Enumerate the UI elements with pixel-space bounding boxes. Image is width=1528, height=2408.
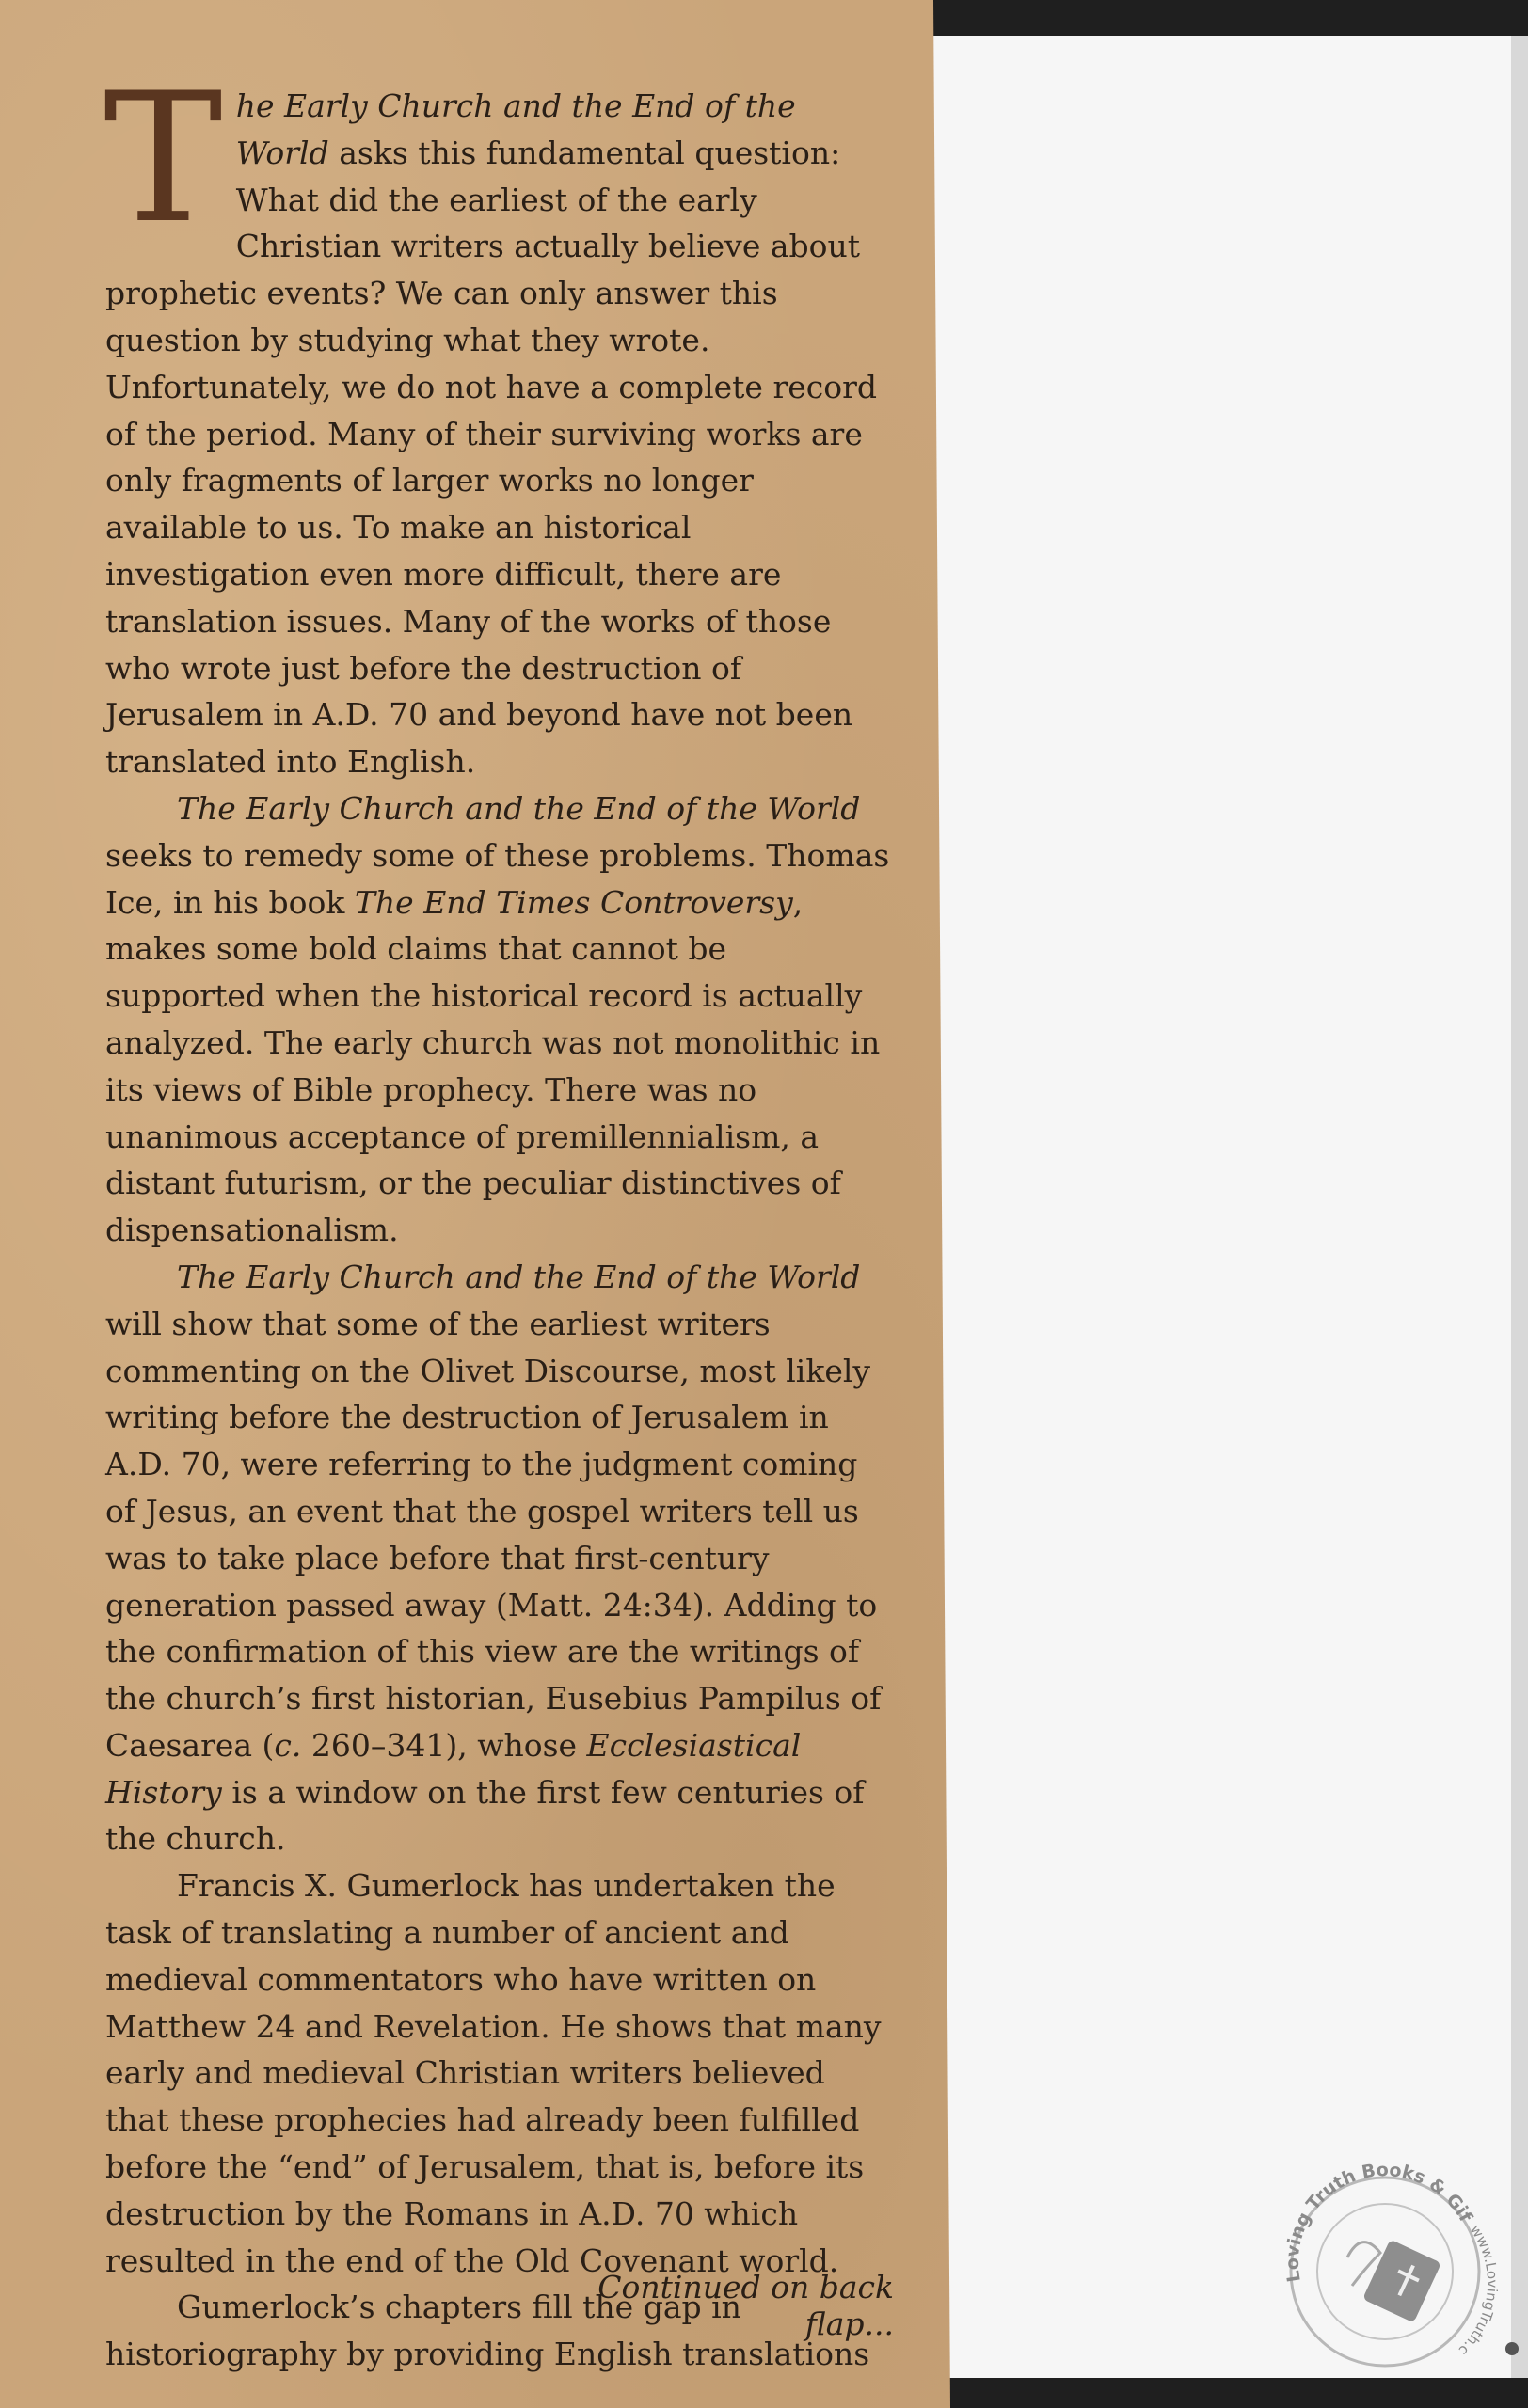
blank-page	[931, 36, 1528, 2378]
continued-note: Continued on back flap...	[597, 2269, 894, 2342]
stamp-icon	[1272, 2154, 1498, 2380]
paragraph-1	[103, 55, 896, 785]
era-abbrev: A.D.	[312, 696, 379, 734]
book-title: The Early Church and the End of the World	[177, 1258, 861, 1295]
paragraph-text: will show that some of the earliest writers commenting on the Olivet Discourse, most likely writing before the destruction of Jerusalem in	[105, 1305, 871, 1436]
circa-abbrev: c.	[274, 1726, 302, 1764]
stamp-top-text: Loving Truth Books & Gif	[1281, 2159, 1476, 2284]
svg-text:Loving Truth Books & Gifts	[1272, 2154, 1476, 2284]
paragraph-2	[105, 785, 896, 1254]
paragraph-text: Gumerlock’s chapters fill the gap in historiography by providing English translations	[105, 2289, 870, 2373]
paragraph-text: Francis X. Gumerlock has undertaken the task of translating a number of ancient and medieval commentators who have written on Matthew 24 and Revelation. He shows that many early and medieval Christian writers believed that these prophecies had already been fulfilled before the “end” of Jerusalem, that is, before its destruction by the Romans in	[105, 1867, 882, 2232]
store-stamp	[1272, 2154, 1498, 2380]
cited-book-title: The End Times Controversy	[354, 883, 793, 921]
stamp-side-text: www. gTruth.c	[1455, 2222, 1498, 2359]
paragraph-text: asks this fundamental question: What did the earliest of the early Christian writers actually believe about prophetic events? We can only answer this question by studying what they wrote. Unfortunately, we do not have a complete record of the period. Many of their surviving works are only fragments of larger works no longer available to us. To make an historical investigation even more difficult, there are translation issues. Many of the works of those who wrote just before the destruction of Jerusalem in	[105, 134, 878, 734]
book-title: The Early Church and the End of the World	[177, 789, 861, 827]
book-title: he Early Church and the End of the World	[235, 87, 796, 171]
bottom-dark-border	[931, 2378, 1528, 2408]
cited-book-title: Ecclesiastical History	[105, 1726, 802, 1811]
flap-copy	[103, 55, 896, 2378]
drop-cap: T	[103, 55, 223, 262]
era-abbrev: A.D.	[579, 2194, 645, 2232]
paragraph-text: , makes some bold claims that cannot be supported when the historical record is actually analyzed. The early church was not monolithic in its views of Bible prophecy. There was no unanimous acceptance of premillennialism, a distant futurism, or the peculiar distinctives of dispensationalism.	[105, 883, 881, 1249]
era-abbrev: A.D.	[105, 1446, 172, 1483]
paragraph-3	[105, 1254, 896, 1862]
paragraph-text: 260–341), whose	[301, 1726, 587, 1764]
paragraph-4	[105, 1862, 896, 2284]
paragraph-text: 70, were referring to the judgment coming of Jesus, an event that the gospel writers tell us was to take place before that first-century generation passed away (Matt. 24:34). Adding to the confirmation of this view are the writings of the church’s first historian, Eusebius Pampilus of Caesarea (	[105, 1446, 882, 1764]
page-edge	[1511, 36, 1528, 2378]
paragraph-text: 70 which resulted in the end of the Old Covenant world.	[105, 2194, 839, 2279]
paragraph-text: seeks to remedy some of these problems. Thomas Ice, in his book	[105, 836, 890, 921]
paragraph-text: is a window on the first few centuries of the church.	[105, 1773, 865, 1858]
stamp-dot	[1505, 2342, 1519, 2355]
top-dark-border	[931, 0, 1528, 36]
paragraph-text: 70 and beyond have not been translated into English.	[105, 696, 853, 781]
